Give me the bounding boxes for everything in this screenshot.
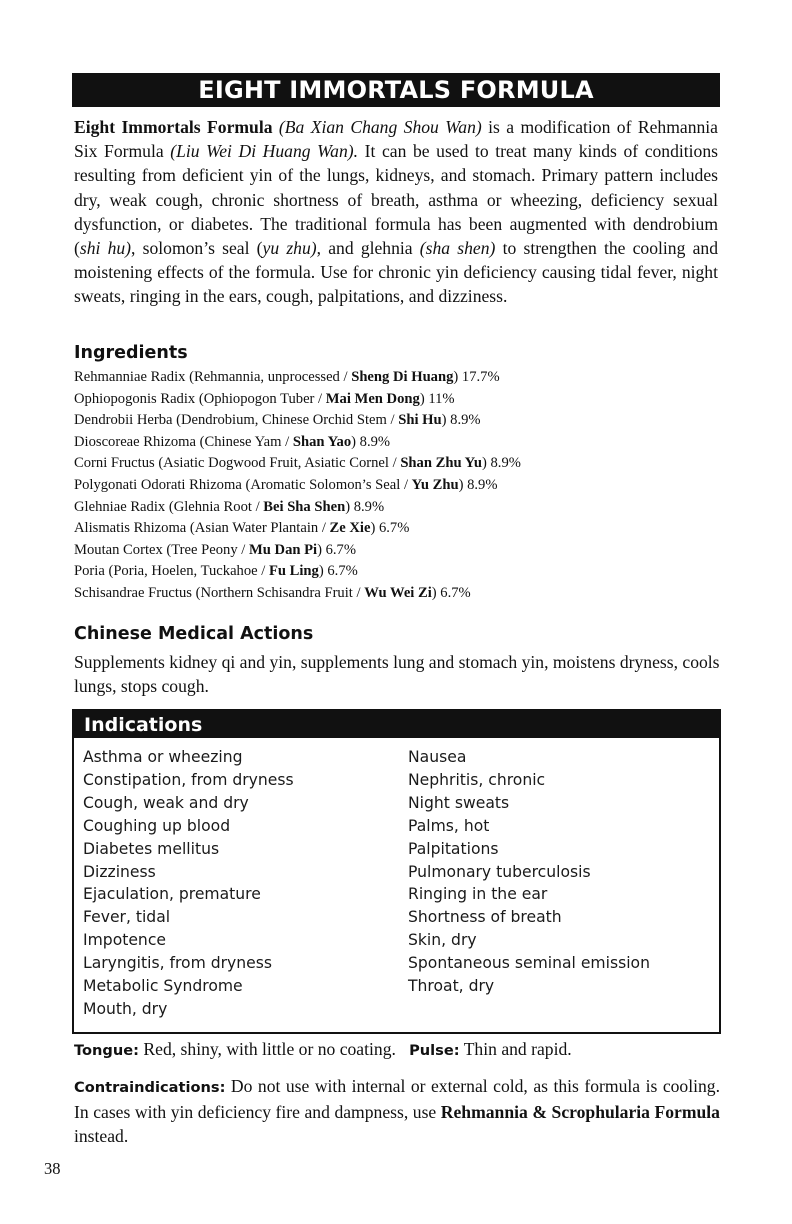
contraindications-paragraph — [74, 1074, 720, 1148]
intro-text-3: , solomon’s seal ( — [131, 238, 263, 259]
indication-item: Laryngitis, from dryness — [83, 954, 272, 973]
indication-item: Metabolic Syndrome — [83, 977, 243, 996]
indication-item: Impotence — [83, 931, 166, 950]
indication-item: Skin, dry — [408, 931, 477, 950]
pulse-label: Pulse: — [409, 1042, 460, 1059]
indication-item: Mouth, dry — [83, 999, 168, 1018]
herb-shi-hu: shi hu) — [79, 238, 132, 259]
indication-item: Spontaneous seminal emission — [408, 954, 650, 973]
base-formula-pinyin: (Liu Wei Di Huang Wan). — [170, 141, 359, 162]
ingredient-item: Glehniae Radix (Glehnia Root / Bei Sha Shen) 8.9% — [74, 498, 385, 515]
indication-item: Fever, tidal — [83, 908, 171, 927]
ingredient-item: Polygonati Odorati Rhizoma (Aromatic Solomon’s Seal / Yu Zhu) 8.9% — [74, 476, 498, 493]
page-title: EIGHT IMMORTALS FORMULA — [72, 73, 720, 107]
ingredient-item: Poria (Poria, Hoelen, Tuckahoe / Fu Ling) 6.7% — [74, 563, 358, 580]
indication-item: Constipation, from dryness — [83, 770, 294, 789]
contraindications-label: Contraindications: — [74, 1079, 226, 1096]
intro-text-1: is a modification of Rehmannia Six Formula — [74, 117, 718, 162]
ingredient-item: Dendrobii Herba (Dendrobium, Chinese Orchid Stem / Shi Hu) 8.9% — [74, 412, 481, 429]
herb-sha-shen: (sha shen) — [419, 238, 496, 259]
indications-heading: Indications — [74, 711, 719, 738]
indications-left-column — [83, 746, 294, 1021]
indication-item: Dizziness — [83, 862, 156, 881]
intro-text-4: , and glehnia — [316, 238, 420, 259]
indication-item: Throat, dry — [408, 977, 495, 996]
ingredient-item: Schisandrae Fructus (Northern Schisandra Fruit / Wu Wei Zi) 6.7% — [74, 584, 471, 601]
ingredient-item: Ophiopogonis Radix (Ophiopogon Tuber / Mai Men Dong) 11% — [74, 390, 455, 407]
indication-item: Palpitations — [408, 839, 499, 858]
actions-text: Supplements kidney qi and yin, supplements lung and stomach yin, moistens dryness, cools lungs, stops cough. — [74, 652, 720, 696]
indication-item: Pulmonary tuberculosis — [408, 862, 591, 881]
actions-heading: Chinese Medical Actions — [74, 624, 314, 644]
indication-item: Ringing in the ear — [408, 885, 548, 904]
indications-box — [72, 709, 721, 1034]
tongue-text: Red, shiny, with little or no coating. — [139, 1039, 396, 1059]
page-number: 38 — [44, 1159, 61, 1178]
formula-name: Eight Immortals Formula — [74, 117, 273, 137]
indication-item: Ejaculation, premature — [83, 885, 261, 904]
indication-item: Palms, hot — [408, 816, 490, 835]
indication-item: Asthma or wheezing — [83, 748, 243, 766]
indication-item: Shortness of breath — [408, 908, 562, 927]
ingredients-heading: Ingredients — [74, 343, 188, 363]
indication-item: Nausea — [408, 748, 467, 766]
intro-paragraph — [74, 115, 718, 309]
ingredient-item: Moutan Cortex (Tree Peony / Mu Dan Pi) 6.7% — [74, 541, 357, 558]
indications-right-column — [408, 746, 650, 998]
intro-text-5: to strengthen the cooling and moistening effects of the formula. Use for chronic yin deficiency causing tidal fever, night sweats, ringing in the ears, cough, palpitations, and dizziness. — [74, 238, 718, 307]
herb-yu-zhu: yu zhu) — [262, 238, 317, 259]
alternative-formula: Rehmannia & Scrophularia Formula — [440, 1102, 720, 1122]
intro-text-2: It can be used to treat many kinds of conditions resulting from deficient yin of the lungs, kidneys, and stomach. Primary pattern includes dry, weak cough, chronic shortness of breath, asthma or wheezing, deficiency sexual dysfunction, or diabetes. The traditional formula has been augmented with dendrobium ( — [74, 141, 718, 259]
tongue-label: Tongue: — [74, 1042, 140, 1059]
formula-pinyin: (Ba Xian Chang Shou Wan) — [278, 117, 482, 137]
ingredient-item: Corni Fructus (Asiatic Dogwood Fruit, Asiatic Cornel / Shan Zhu Yu) 8.9% — [74, 455, 521, 472]
indication-item: Night sweats — [408, 793, 510, 812]
ingredient-item: Alismatis Rhizoma (Asian Water Plantain / Ze Xie) 6.7% — [74, 520, 410, 537]
contraindications-end: instead. — [74, 1126, 129, 1146]
contraindications-text: Do not use with internal or external cold, as this formula is cooling. In cases with yin deficiency fire and dampness, use — [74, 1076, 720, 1122]
tongue-pulse-line — [74, 1037, 720, 1063]
indication-item: Diabetes mellitus — [83, 839, 220, 858]
ingredients-list — [74, 367, 734, 605]
indication-item: Cough, weak and dry — [83, 793, 249, 812]
indication-item: Coughing up blood — [83, 816, 231, 835]
indication-item: Nephritis, chronic — [408, 770, 546, 789]
pulse-text: Thin and rapid. — [459, 1039, 572, 1059]
ingredient-item: Dioscoreae Rhizoma (Chinese Yam / Shan Yao) 8.9% — [74, 433, 391, 450]
ingredient-item: Rehmanniae Radix (Rehmannia, unprocessed / Sheng Di Huang) 17.7% — [74, 369, 500, 385]
